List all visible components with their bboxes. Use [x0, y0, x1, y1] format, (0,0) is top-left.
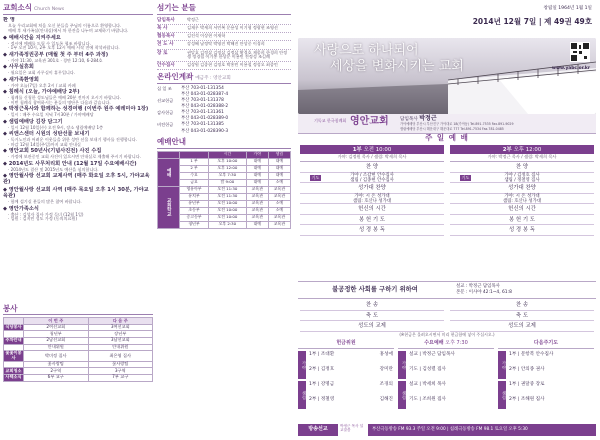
staff-row: [157, 62, 291, 70]
staff-role: 전 도 사: [157, 42, 174, 48]
staff-directory: [157, 17, 291, 71]
service-item: [450, 204, 594, 215]
weekly-cell: 1부 | 강명금: [309, 381, 335, 387]
news-item-heading: ◆ 씨앤스센터 시원의 성탄선물 보내기: [3, 131, 90, 138]
bank-row: [157, 104, 291, 110]
news-item-heading: ◆ 2014년도 사무처리회 안내 (12월 17일 수요예배시간): [3, 160, 137, 167]
service-item-label: 헌신의 시간: [508, 206, 536, 213]
news-item-heading: ◆ 새가족정권공부 (매월 첫 주 부터 4주 과정): [3, 51, 109, 58]
schedule-cell: 교육관: [268, 193, 290, 200]
news-item-line: · 함께 섬기실 분들의 많은 참여 바랍니다.: [8, 199, 82, 205]
weekly-row: [509, 367, 593, 372]
bank-type: [157, 130, 181, 135]
news-item-line: 예배 후 새가족실(안내실)에서 차 한잔을 나누며 교제하기 바랍니다.: [8, 28, 129, 34]
serve-row: [4, 324, 153, 331]
schedule-cell: 교육관: [246, 207, 268, 214]
weekly-row: [309, 352, 393, 357]
news-item-heading: ◆ 샘림예배당 김장 담그기: [3, 118, 63, 125]
weekly-roles: [298, 341, 596, 421]
bank-type: 비전헌금: [157, 122, 174, 128]
schedule-cell: 오후 12:00: [209, 165, 247, 172]
serve-col-next: 다 음 주: [88, 318, 153, 325]
prayer-tag: 기도: [461, 174, 470, 180]
sched-col-name: [180, 151, 209, 158]
schedule-cell: 대예: [246, 172, 268, 179]
service-item-label: 성가대 찬양: [358, 185, 386, 192]
schedule-cell: 금요: [180, 179, 209, 186]
bank-row: [157, 92, 291, 98]
schedule-cell: 오전 10:00: [209, 207, 247, 214]
service-1-leaders: 가야: 김정원 목사 / 샘림: 박세희 목사: [300, 154, 444, 162]
news-item-line: · 2014년도 결산 및 2015년도 예산을 심의합니다.: [8, 166, 99, 172]
news-item-heading: ◆ 영안월사랑 선교회 교제사역 (매주 화요일 오후 5시, 가야교육관): [3, 173, 150, 186]
site-tag: 가야: [398, 351, 406, 379]
schedule-cell: 2 부: [180, 165, 209, 172]
news-list: [3, 17, 153, 302]
schedule-cell: 유치부: [180, 193, 209, 200]
qr-code-icon: [570, 42, 590, 62]
schedule-group-label: 예배: [158, 158, 180, 186]
bank-account: 부산 043-01-028388-2: [181, 104, 229, 110]
schedule-cell: 영유아부: [180, 186, 209, 193]
weekly-row: [509, 382, 593, 387]
bank-account: 부산 043-01-028389-0: [181, 116, 229, 122]
service-item-label: 성가대 찬양: [508, 185, 536, 192]
schedule-group-label: 교회학교: [158, 186, 180, 228]
service-item: [300, 215, 444, 226]
staff-names: 박정근: [187, 16, 199, 22]
schedule-cell: 교육관: [268, 221, 290, 228]
schedule-row: [158, 186, 291, 193]
serve-this: 2구역: [24, 368, 89, 375]
serve-row: [4, 331, 153, 338]
service-item: [450, 183, 594, 194]
schedule-cell: 대예: [246, 158, 268, 165]
serve-col-this: 이 번 주: [24, 318, 89, 325]
staff-role: 목 사: [157, 25, 168, 31]
site-tag: 가야: [498, 351, 506, 379]
weekly-row: [509, 397, 593, 402]
schedule-cell: 대예: [246, 179, 268, 186]
schedule-cell: 오전 11:30: [209, 186, 247, 193]
service-item: [450, 215, 594, 226]
serve-this: 안내위원: [24, 344, 89, 351]
news-item-line: · 월요일은 교회 사무실이 휴무입니다.: [8, 70, 76, 76]
staff-role: 협동목사: [157, 34, 175, 40]
worship-title: 주 일 예 배: [425, 133, 469, 142]
directory-column: [157, 4, 291, 436]
news-item: [3, 162, 153, 173]
sermon-title: 불공정한 사회를 구하기 위하여: [332, 286, 418, 293]
weekly-cell: 1부 | 조대환: [309, 351, 335, 357]
bank-type: 감사헌금: [157, 110, 174, 116]
offering-title: 헌금위원: [298, 341, 394, 349]
serve-this: 꽃사랑팀: [24, 361, 89, 368]
news-item: [3, 120, 153, 131]
sermon-passage: 본문 : 이사야 42:1~4, 61:8: [456, 290, 512, 295]
serve-this: 2남선교회: [24, 338, 89, 345]
address-2: 샘림예배당 부산시 해운대구 해운대로 777 Tel.891-7534 Fax.781-0485: [400, 127, 504, 131]
service-item-label: 찬 양: [365, 164, 379, 171]
schedule-cell: 교육관: [246, 186, 268, 193]
news-item-heading: ◆ 영안교회 50년사(기념사진전) 사진 수집: [3, 148, 102, 155]
staff-heading: 섬기는 분들: [157, 4, 291, 15]
schedule-table: [157, 151, 291, 229]
serve-row: [4, 361, 153, 368]
weekly-cell: 1부 | 문항복 안수집사: [509, 351, 554, 357]
staff-names: 김상원 김종현 김정호 박홍민 이용철 정성오 최종언: [187, 62, 278, 68]
service-item: [450, 162, 594, 173]
bank-account: 부산 703-01-131378: [181, 97, 224, 103]
schedule-cell: 교육관: [246, 214, 268, 221]
site-tag: 샘림: [298, 381, 306, 409]
issue-info: 2014년 12월 7일 | 제 49권 49호: [472, 17, 592, 26]
bank-heading: 온라인계좌 예금주 : 영안교회: [157, 73, 291, 84]
service-item: [300, 162, 444, 173]
service-item-label: 봉 헌 기 도: [359, 216, 385, 223]
serve-this: 박미정 집사: [24, 351, 89, 362]
prayer-leader: 가야 / 김정호 집사: [504, 172, 540, 178]
weekly-cell: 강미란: [379, 366, 393, 372]
serve-next: 3여선교회: [88, 324, 153, 331]
serve-label: 주차안내: [5, 337, 22, 343]
schedule-cell: 오후 10:00: [209, 158, 247, 165]
news-item: [3, 18, 153, 33]
news-item: [3, 188, 153, 205]
prayer-tag: 기도: [311, 174, 320, 180]
choir-name: 샘림: 호산나 성가대: [352, 198, 392, 204]
weekly-row: [409, 367, 493, 372]
sermon-preacher: 설교 : 박정근 담임목사: [456, 284, 500, 289]
staff-row: [157, 25, 291, 33]
weekly-cell: 2부 | 조해원 집사: [509, 396, 545, 402]
denomination: 기독교 한국침례회: [314, 118, 347, 123]
news-item-line: · 정시에 예배를 드릴 수 있도록 협조 바랍니다.: [8, 40, 91, 46]
schedule-cell: 소예: [268, 207, 290, 214]
bank-account: 부산 703-01-131354: [181, 85, 224, 91]
weekly-row: [509, 352, 593, 357]
staff-role: 담임목사: [157, 17, 175, 23]
news-item: [3, 53, 153, 64]
news-item: [3, 107, 153, 118]
slogan-line-1: 사랑으로 하나되어: [314, 43, 419, 58]
serve-row: [4, 344, 153, 351]
wednesday-service: [398, 341, 494, 411]
serve-next: 3구역: [88, 368, 153, 375]
broadcast-footer: [298, 424, 596, 436]
prayer-leader: 샘림 / 정철영 집사: [504, 177, 540, 183]
site-tag: 샘림: [498, 381, 506, 409]
staff-row: [157, 50, 291, 62]
slogan-line-2: 세상을 변화시키는 교회: [330, 59, 464, 74]
bank-account: 부산 703-01-131385: [181, 122, 224, 128]
weekly-row: [309, 367, 393, 372]
church-news-heading: 교회소식 Church News: [3, 4, 153, 15]
choir-name: 가야: 시 온 성가대: [354, 193, 390, 199]
weekly-cell: 2부 | 안의종 권사: [509, 366, 545, 372]
service-item: [300, 173, 444, 184]
schedule-cell: 소예: [268, 179, 290, 186]
news-item-line: · 이번 침례식 참여하시는 분들의 명단은 다음과 같습니다.: [8, 99, 111, 105]
news-item-line: · 가야 오늘(7일) 오후 2시 / 교회 카페: [8, 82, 76, 88]
serve-this: 청년부: [24, 331, 89, 338]
weekly-cell: 2부 | 김정호: [309, 366, 335, 372]
serve-next: 최은영 집사: [88, 351, 153, 362]
weekly-row: [309, 382, 393, 387]
bank-accounts: [157, 86, 291, 135]
weekly-cell: 설교 | 박세희 목사: [409, 381, 446, 387]
serve-row: [4, 338, 153, 345]
schedule-cell: 대예: [246, 165, 268, 172]
weekly-cell: 기도 | 조희원 집사: [409, 396, 446, 402]
service-1-order: [300, 145, 444, 236]
news-item-heading: ◆ 예배시간을 지켜주세요: [3, 34, 61, 41]
bank-account: 부산 043-01-028390-3: [181, 128, 229, 134]
schedule-cell: 초등부: [180, 207, 209, 214]
schedule-cell: 밤 9:00: [209, 179, 247, 186]
news-item-line: · 독거노인과 어려운 이웃들을 위한 성탄 선물 보내기 행사를 진행합니다.: [8, 137, 137, 143]
service-item-label: 헌신의 시간: [358, 206, 386, 213]
staff-names: 강성혜 남정탁 박영진 박해진 안상중 이경희: [187, 41, 265, 47]
news-item-line: · 출산 : 김성자 집사 가정 득녀 (12월 1일): [8, 211, 84, 217]
serve-row: [4, 375, 153, 382]
weekly-cell: 1부 | 권달중 장로: [509, 381, 545, 387]
founding-info: 창립일 1964년 1월 1일: [543, 6, 592, 11]
serve-next: 장년부: [88, 331, 153, 338]
service-1-title: 1부 오전 10:00: [300, 145, 444, 154]
choir-name: 가야: 시 온 성가대: [504, 193, 540, 199]
schedule-cell: 교육관: [246, 200, 268, 207]
service-item: [450, 225, 594, 236]
news-item: [3, 90, 153, 105]
service-item: [450, 173, 594, 184]
schedule-cell: 교육관: [246, 193, 268, 200]
website[interactable]: www.yabc.or.kr: [551, 66, 590, 71]
schedule-cell: 교육관: [268, 186, 290, 193]
service-2-closing: [450, 300, 594, 332]
service-item: [300, 225, 444, 236]
sched-col-time: 시간: [209, 151, 247, 158]
schedule-cell: 오전 11:30: [209, 193, 247, 200]
site-tag: 샘림: [398, 381, 406, 409]
service-item-label: 성 경 봉 독: [509, 227, 535, 234]
news-item-line: · 일시 12월 10일(수) 오전 9시, 장소 샘림예배당 1층: [8, 124, 104, 130]
news-item: [3, 65, 153, 76]
news-item-line: · 가야 11:30, 교육관 301호 · 경만 12:10, 6-284호: [8, 57, 103, 63]
serve-this: 2여선교회: [24, 324, 89, 331]
bank-type: 선교헌금: [157, 97, 174, 103]
pastor-label: 담임목사 박정근: [400, 115, 437, 122]
weekly-row: [409, 382, 493, 387]
schedule-cell: 중고등부: [180, 214, 209, 221]
news-item-heading: ◆ 사무실휴회: [3, 64, 34, 71]
news-item: [3, 174, 153, 186]
schedule-cell: 수요: [180, 172, 209, 179]
news-item: [3, 78, 153, 89]
prayer-leader: 샘림 / 김종현 안수집사: [350, 177, 394, 183]
serve-heading: 봉사: [3, 305, 153, 316]
bank-account: 부산 043-01-028387-4: [181, 91, 229, 97]
serve-label: 식당봉사: [5, 324, 22, 330]
weekly-cell: 조경의: [379, 381, 393, 387]
bank-type: 십 일 조: [157, 85, 172, 91]
address-1: 가야예배당 부산시 부산진구 가야대로 18(가야동) Tel.891-7535 Fax.891-9029: [400, 122, 514, 126]
service-item-label: 성 경 봉 독: [359, 227, 385, 234]
news-item-line: · 침례를 신청한 성도님들은 예배 20분 전까지 오시기 바랍니다.: [8, 95, 122, 101]
news-item-line: 오늘 우리교회에 처음 오신 분들을 주님의 이름으로 환영합니다.: [8, 23, 122, 29]
sched-col-gaya: 가야: [246, 151, 268, 158]
bank-row: [157, 129, 291, 135]
sched-col-saem: 샘림: [268, 151, 290, 158]
staff-names: 김재우 박세희 서민복 문용성 이기형 정광현 조영선: [187, 24, 278, 30]
offering-note: (※현금은 올려오시면서 미리 현금함에 넣어 주십시오.): [399, 332, 495, 337]
bank-account: 부산 703-01-131361: [181, 110, 224, 116]
serve-next: 7부 교구: [88, 375, 153, 382]
broadcast-label: 방송선교: [308, 426, 328, 433]
schedule-cell: 오후 2:30: [209, 221, 247, 228]
news-item-line: · 가정에 보관중인 교회 사진이 있으시면 안내실로 제출해 주시기 바랍니다.: [8, 154, 141, 160]
serve-label: 사택소식: [5, 374, 22, 380]
news-item: [3, 36, 153, 51]
news-item-heading: ◆ 침례식 (오늘, 가야예배당 2부): [3, 89, 80, 96]
offering-committee: [298, 341, 394, 411]
serve-table: [3, 317, 153, 381]
weekly-cell: 2부 | 정철영: [309, 396, 335, 402]
service-1-closing: [300, 300, 444, 332]
broadcast-sub: 박정근 목사 설교말씀: [338, 424, 368, 436]
closing-item: 찬 송: [300, 300, 444, 311]
news-item-heading: 환 영: [3, 17, 15, 24]
weekly-row: [309, 397, 393, 402]
broadcast-schedule: 부산극동방송 FM 93.3 주일 오전 9:00 | 침례극동방송 FM 98.1 토요일 오후 5:30: [372, 426, 528, 432]
news-item-line: · 일시 : 매주 수요일 저녁 7시30분 / 가야예배당: [8, 112, 94, 118]
news-item-heading: ◆ 영안월사랑 선교회 사역 (매주 목요일 오후 1시 30분, 가야교육관): [3, 187, 149, 200]
service-item: [300, 183, 444, 194]
serve-row: [4, 368, 153, 375]
schedule-cell: 1 부: [180, 158, 209, 165]
staff-role: 장 로: [157, 50, 168, 56]
staff-role: 안수집사: [157, 63, 175, 69]
wed-title: 수요예배 오후 7:30: [398, 341, 494, 349]
schedule-cell: 소예: [268, 200, 290, 207]
church-name: 영안교회: [350, 116, 389, 127]
news-item: [3, 207, 153, 222]
choir-name: 샘림: 호산나 성가대: [502, 198, 542, 204]
staff-names: 권달호 김정삼 김정삼 김정삼 황경호 제종희 한경희 안정생 정경철 이기봉 한상문 이용민 전정성 조길례: [187, 49, 288, 60]
serve-next: 3남선교회: [88, 338, 153, 345]
staff-row: [157, 41, 291, 49]
schedule-cell: 청년부: [180, 221, 209, 228]
serve-next: 꽃사랑팀: [88, 361, 153, 368]
site-tag: 가야: [298, 351, 306, 379]
service-2-order: [450, 145, 594, 236]
news-item: [3, 132, 153, 147]
schedule-cell: 대예: [268, 165, 290, 172]
weekly-cell: 홍성애: [379, 351, 393, 357]
schedule-cell: 대예: [268, 158, 290, 165]
serve-row: [4, 351, 153, 362]
prayer-leader: 가야 / 조갑현 안수집사: [350, 172, 394, 178]
sched-col-blank: [158, 151, 180, 158]
schedule-cell: 교육관: [268, 214, 290, 221]
closing-item: 성도의 교제: [450, 321, 594, 332]
weekly-cell: 기도 | 김성렬 집사: [409, 366, 446, 372]
schedule-heading: 예배안내: [157, 138, 291, 149]
front-page-column: [298, 4, 596, 436]
next-week-prayer: [498, 341, 594, 411]
serve-label: [4, 361, 24, 368]
service-2-title: 2부 오후 12:00: [450, 145, 594, 154]
news-item-line: · 마감 12월 14일(주일)까지 교회 안내실: [8, 141, 81, 147]
schedule-cell: 오전 10:00: [209, 214, 247, 221]
news-item-heading: ◆ 새가족환영회: [3, 76, 39, 83]
serve-this: 6부 교구: [24, 375, 89, 382]
news-item-heading: ◆ 박정근목사와 함께하는 성경여행 (이번주 원주 예레미야 1장): [3, 106, 149, 113]
staff-row: [157, 17, 291, 25]
weekly-cell: 김해진: [379, 396, 393, 402]
schedule-cell: 대예: [246, 221, 268, 228]
schedule-cell: 유년부: [180, 200, 209, 207]
church-identity-bar: [298, 114, 596, 134]
closing-item: 성도의 교제: [300, 321, 444, 332]
news-item-line: · 1부 오전 10시, 2부 오후 12시 예배 시작 전에 착석바랍니다.: [8, 45, 120, 51]
closing-item: 축 도: [450, 311, 594, 322]
serve-next: 안내위원: [88, 344, 153, 351]
bank-type: [157, 93, 181, 98]
schedule-cell: 오전 10:00: [209, 200, 247, 207]
service-item-label: 봉 헌 기 도: [509, 216, 535, 223]
next-title: 다음주기도: [498, 341, 594, 349]
schedule-cell: 대예: [268, 172, 290, 179]
service-2-leaders: 가야: 박정근 목사 / 샘림: 박세희 목사: [450, 154, 594, 162]
serve-label: 교회청소: [5, 367, 22, 373]
schedule-cell: 오후 7:30: [209, 172, 247, 179]
closing-item: 찬 송: [450, 300, 594, 311]
serve-label: 꽃꽃이봉사: [5, 350, 22, 361]
bank-row: [157, 117, 291, 123]
closing-item: 축 도: [300, 311, 444, 322]
church-news-column: [3, 4, 153, 436]
service-item: [300, 204, 444, 215]
weekly-row: [409, 397, 493, 402]
schedule-row: [158, 158, 291, 165]
sermon-band: [298, 281, 596, 299]
news-item-line: · 입원 : 김지민 성도 가정 (동의의료원): [8, 216, 78, 222]
banner-image: [298, 38, 596, 114]
news-item: [3, 149, 153, 160]
service-item-label: 찬 양: [515, 164, 529, 171]
choir-list: [300, 194, 444, 205]
news-item-heading: ◆ 영안가족소식: [3, 205, 39, 212]
weekly-row: [409, 352, 493, 357]
weekly-cell: 설교 | 박정근 담임목사: [409, 351, 455, 357]
choir-list: [450, 194, 594, 205]
staff-names: 김진석 이상현 이재학: [187, 33, 226, 39]
